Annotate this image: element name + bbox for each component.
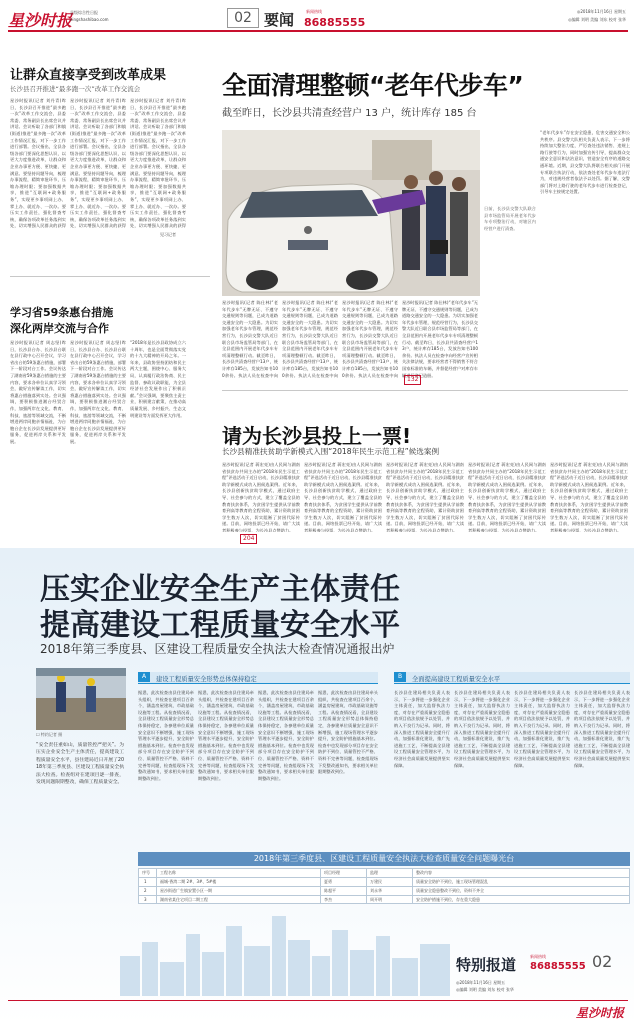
feature2-body-col5: 星沙时报讯(记者 蒋宏亮)由人民网与湖南省扶贫办共同主办的“2018年民生示范工程”评选活动于近日启动，长沙县精准扶贫助学新模式成功入围候选案例。近年来，长沙县创新扶贫助学模式，通过政府主导、社会参与的方式，建立了覆盖全县的教育扶贫体系，为贫困学生提供从学前教育到高等教育的全程资助，累计资助贫困学生数万人次，切实阻断了贫困代际传递。目前，网络投票已经开始，请广大读者积极参与投票，为长沙县点赞助力。 [550, 462, 628, 532]
table-col-divider [320, 868, 321, 904]
table-cell: 周开明 [370, 897, 382, 902]
table-cell: 3 [144, 897, 147, 902]
feature3-body-b-col3: 长沙县住建局相关负责人表示，下一步将进一步强化企业主体责任，加大监督执法力度，对存在严重质量安全隐患的项目依法依规予以处罚，并纳入不良行为记录。同时，将深入推进工程质量安全提升行动，加强标准化建设，推广先进施工工艺，不断提高全县建设工程质量安全管理水平，为经济社会高质量发展提供坚实保障。 [514, 690, 570, 768]
left-bottom-title-2: 深化两岸交流与合作 [10, 322, 109, 335]
feature1-divider [222, 390, 628, 391]
table-header-cell: 工程名称 [160, 870, 176, 875]
feature2-body-col4: 星沙时报讯(记者 蒋宏亮)由人民网与湖南省扶贫办共同主办的“2018年民生示范工程”评选活动于近日启动，长沙县精准扶贫助学新模式成功入围候选案例。近年来，长沙县创新扶贫助学模式，通过政府主导、社会参与的方式，建立了覆盖全县的教育扶贫体系，为贫困学生提供从学前教育到高等教育的全程资助，累计资助贫困学生数万人次，切实阻断了贫困代际传递。目前，网络投票已经开始，请广大读者积极参与投票，为长沙县点赞助力。 [468, 462, 546, 532]
feature1-photo [222, 130, 480, 296]
masthead-editors: ◎编辑 刘明 美编 刘东 校对 张华 [568, 17, 626, 22]
table-cell: 质量安全隐患整改不到位，资料不齐全 [416, 888, 484, 893]
feature3-section-a-title: 建设工程质量安全形势总体保持稳定 [156, 676, 257, 683]
table-cell: 安全防护措施不到位，存在重大隐患 [416, 897, 480, 902]
feature2-body-col3: 星沙时报讯(记者 蒋宏亮)由人民网与湖南省扶贫办共同主办的“2018年民生示范工程”评选活动于近日启动，长沙县精准扶贫助学新模式成功入围候选案例。近年来，长沙县创新扶贫助学模式，通过政府主导、社会参与的方式，建立了覆盖全县的教育扶贫体系，为贫困学生提供从学前教育到高等教育的全程资助，累计资助贫困学生数万人次，切实阻断了贫困代际传递。目前，网络投票已经开始，请广大读者积极参与投票，为长沙县点赞助力。 [386, 462, 464, 532]
exposure-table-title: 2018年第三季度县、区建设工程质量安全执法大检查质量安全问题曝光台 [138, 852, 630, 866]
feature1-subtitle: 截至昨日，长沙县共清查经营户 13 户，统计库存 185 台 [222, 108, 477, 119]
footer-logo: 星沙时报 [575, 1006, 624, 1020]
left-top-body-col1: 星沙时报讯(记者 刘丹青)昨日，长沙县召开推进“最多跑一次”改革工作交流会，县委常委、常务副县长出席会议并讲话。会议听取了各部门和镇(街道)推进“最多跑一次”改革工作情况汇报，对下一步工作进行部署。会议指出，全县各级各部门要深化思想认识，以更大力度推进改革，让群众和企业办事更方便、更快捷、更满意。要坚持问题导向，梳理办事流程，精简审批环节，压缩办理时限；要加强数据共享，推进“互联网+政务服务”，实现更多事项网上办、掌上办、就近办、一次办。要压实工作责任，强化督查考核，确保各项改革任务落到实处，切实增强人民群众的获得 [10, 98, 66, 229]
feature3-body-b-col4: 长沙县住建局相关负责人表示，下一步将进一步强化企业主体责任，加大监督执法力度，对存在严重质量安全隐患的项目依法依规予以处罚，并纳入不良行为记录。同时，将深入推进工程质量安全提升行动，加强标准化建设，推广先进施工工艺，不断提高全县建设工程质量安全管理水平，为经济社会高质量发展提供坚实保障。 [574, 690, 630, 768]
feature3-body-b-col1: 长沙县住建局相关负责人表示，下一步将进一步强化企业主体责任，加大监督执法力度，对存在严重质量安全隐患的项目依法依规予以处罚，并纳入不良行为记录。同时，将深入推进工程质量安全提升行动，加强标准化建设，推广先进施工工艺，不断提高全县建设工程质量安全管理水平，为经济社会高质量发展提供坚实保障。 [394, 690, 450, 768]
hotline-label: 新闻热线 [306, 9, 322, 14]
feature3-photo-caption: ☐ 特约记者 摄 [36, 732, 63, 737]
left-bottom-title-1: 学习省59条惠台措施 [10, 306, 114, 319]
table-header-cell: 序号 [142, 870, 150, 875]
city-skyline-illustration [120, 906, 450, 996]
feature1-body-col4: 星沙时报讯(记者 陈仕林)“老年代步车”无牌无证、不遵守交通规则等问题，已成为道路交通安全的一大隐患。为切实加强老年代步车管理，规范经营行为，长沙县交警大队近日联合县市场监管局等部门，在全县范围内开展老年代步车专项清理整顿行动。截至昨日，长沙县共清查经营户13户，统计库存185台，发放告知书100余份。执法人员在检查中向经营户宣传相关法律法规，要求经营者不得销售不符合国家标准的车辆，并督促经营户对库存车辆进行登记造册。 [402, 300, 478, 378]
table-col-divider [412, 868, 413, 904]
feature3-body-a-col4: 据悉，此次检查由县住建局牵头组织，共检查在建项目百余个，涵盖房屋建筑、市政基础设施等工程。从检查情况看，全县建设工程质量安全形势总体保持稳定，各参建单位质量安全意识不断增强，施工现场管理水平逐步提升，安全防护措施基本到位。检查中也发现部分项目存在安全防护不到位、质量管控不严格、资料不完善等问题，检查组现场下发整改通知书，要求相关单位限期整改到位。 [318, 690, 378, 775]
left-top-byline: 见习记者 [160, 232, 176, 237]
left-bottom-body-col1: 星沙时报讯(记者 周志坚)昨日，长沙县台办、长沙县台联在县行政中心召开会议，学习省出台的59条惠台措施，部署下一阶段对台工作。会议传达了湖南省59条惠台措施的主要内容，要求各单位认真学习领会，做好宣传解读工作，切实将惠台措施落到实处。会议强调，要积极推进湘台经贸合作，加强两岸在文化、教育、科技、旅游等领域交流，不断增进两岸同胞亲情福祉，为台胞台企在长沙县发展提供更好服务，促进两岸关系和平发展。 [10, 340, 66, 444]
table-cell: 湖南省某住宅项目二期工程 [160, 897, 208, 902]
feature1-body-col1: 星沙时报讯(记者 陈仕林)“老年代步车”无牌无证、不遵守交通规则等问题，已成为道路交通安全的一大隐患。为切实加强老年代步车管理，规范经营行为，长沙县交警大队近日联合县市场监管局等部门，在全县范围内开展老年代步车专项清理整顿行动。截至昨日，长沙县共清查经营户13户，统计库存185台，发放告知书100余份。执法人员在检查中向 [222, 300, 278, 378]
feature3-body-b-col2: 长沙县住建局相关负责人表示，下一步将进一步强化企业主体责任，加大监督执法力度，对存在严重质量安全隐患的项目依法依规予以处罚，并纳入不良行为记录。同时，将深入推进工程质量安全提升行动，加强标准化建设，推广先进施工工艺，不断提高全县建设工程质量安全管理水平，为经济社会高质量发展提供坚实保障。 [454, 690, 510, 768]
left-bottom-body-col2: 星沙时报讯(记者 周志坚)昨日，长沙县台办、长沙县台联在县行政中心召开会议，学习省出台的59条惠台措施，部署下一阶段对台工作。会议传达了湖南省59条惠台措施的主要内容，要求各单位认真学习领会，做好宣传解读工作，切实将惠台措施落到实处。会议强调，要积极推进湘台经贸合作，加强两岸在文化、教育、科技、旅游等领域交流，不断增进两岸同胞亲情福祉，为台胞台企在长沙县发展提供更好服务，促进两岸关系和平发展。 [70, 340, 126, 444]
footer-divider [8, 1000, 628, 1001]
left-top-subtitle: 长沙县召开推进“最多跑一次”改革工作交流会 [10, 85, 141, 93]
feature2-body-col2: 星沙时报讯(记者 蒋宏亮)由人民网与湖南省扶贫办共同主办的“2018年民生示范工程”评选活动于近日启动，长沙县精准扶贫助学新模式成功入围候选案例。近年来，长沙县创新扶贫助学模式，通过政府主导、社会参与的方式，建立了覆盖全县的教育扶贫体系，为贫困学生提供从学前教育到高等教育的全程资助，累计资助贫困学生数万人次，切实阻断了贫困代际传递。目前，网络投票已经开始，请广大读者积极参与投票，为长沙县点赞助力。 [304, 462, 382, 532]
footer-editors: ◎编辑 刘明 美编 刘东 校对 张华 [456, 987, 514, 992]
feature3-badge-a: A [138, 672, 150, 682]
feature3-body-a-col2: 据悉，此次检查由县住建局牵头组织，共检查在建项目百余个，涵盖房屋建筑、市政基础设施等工程。从检查情况看，全县建设工程质量安全形势总体保持稳定，各参建单位质量安全意识不断增强，施工现场管理水平逐步提升，安全防护措施基本到位。检查中也发现部分项目存在安全防护不到位、质量管控不严格、资料不完善等问题，检查组现场下发整改通知书，要求相关单位限期整改到位。 [198, 690, 254, 781]
feature1-body-col3: 星沙时报讯(记者 陈仕林)“老年代步车”无牌无证、不遵守交通规则等问题，已成为道路交通安全的一大隐患。为切实加强老年代步车管理，规范经营行为，长沙县交警大队近日联合县市场监管局等部门，在全县范围内开展老年代步车专项清理整顿行动。截至昨日，长沙县共清查经营户13户，统计库存185台，发放告知书100余份。执法人员在检查中向 [342, 300, 398, 378]
feature2-body-col1: 星沙时报讯(记者 蒋宏亮)由人民网与湖南省扶贫办共同主办的“2018年民生示范工程”评选活动于近日启动，长沙县精准扶贫助学新模式成功入围候选案例。近年来，长沙县创新扶贫助学模式，通过政府主导、社会参与的方式，建立了覆盖全县的教育扶贫体系，为贫困学生提供从学前教育到高等教育的全程资助，累计资助贫困学生数万人次，切实阻断了贫困代际传递。目前，网络投票已经开始，请广大读者积极参与投票，为长沙县点赞助力。 [222, 462, 300, 532]
middle-body-col: “2018年是长沙县政协成立六十周年，也是全面贯彻落实党的十九大精神的开局之年。一年来，县政协坚持团结和民主两大主题，围绕中心、服务大局，认真履行政治协商、民主监督、参政议政职能，为全县经济社会发展作出了积极贡献。”会议强调，要聚焦主责主业，积极建言献策，在推动高质量发展、乡村振兴、生态文明建设等方面发挥更大作用。 [130, 340, 186, 418]
feature3-lead: “安全责任重如山，质量管控严把关”。为压实企业安全生产主体责任，提高建设工程质量安全水平，县住建局近日开展了2018年第三季度县、区建设工程质量安全执法大检查。检查组对在建项目逐一排查，发现问题限期整改，确保工程质量安全。 [36, 743, 124, 786]
table-cell: 质量安全防护不到位，施工现场管理混乱 [416, 879, 488, 884]
feature2-label-204: 204 [240, 534, 257, 544]
table-cell: 陈超平 [324, 888, 336, 893]
feature1-body-col2: 星沙时报讯(记者 陈仕林)“老年代步车”无牌无证、不遵守交通规则等问题，已成为道路交通安全的一大隐患。为切实加强老年代步车管理，规范经营行为，长沙县交警大队近日联合县市场监管局等部门，在全县范围内开展老年代步车专项清理整顿行动。截至昨日，长沙县共清查经营户13户，统计库存185台，发放告知书100余份。执法人员在检查中向 [282, 300, 338, 378]
table-row-divider [138, 895, 630, 896]
footer-special-report: 特别报道 [456, 956, 517, 974]
left-top-body-col3: 星沙时报讯(记者 刘丹青)昨日，长沙县召开推进“最多跑一次”改革工作交流会，县委常委、常务副县长出席会议并讲话。会议听取了各部门和镇(街道)推进“最多跑一次”改革工作情况汇报，对下一步工作进行部署。会议指出，全县各级各部门要深化思想认识，以更大力度推进改革，让群众和企业办事更方便、更快捷、更满意。要坚持问题导向，梳理办事流程，精简审批环节，压缩办理时限；要加强数据共享，推进“互联网+政务服务”，实现更多事项网上办、掌上办、就近办、一次办。要压实工作责任，强化督查考核，确保各项改革任务落到实处，切实增强人民群众的获得 [130, 98, 186, 229]
table-row-divider [138, 877, 630, 878]
footer-hotline-label: 新闻热线 [530, 954, 546, 959]
table-col-divider [366, 868, 367, 904]
masthead-date: ◎2018年11月16日 星期五 [576, 9, 626, 14]
page-number-box: 02 [227, 8, 259, 28]
table-header-cell: 项目经理 [324, 870, 340, 875]
table-header-cell: 整改内容 [416, 870, 432, 875]
feature3-photo [36, 668, 126, 730]
masthead-logo: 星沙时报 [8, 11, 73, 30]
table-cell: 2 [144, 888, 147, 893]
footer-hotline: 86885555 [530, 961, 586, 972]
feature3-body-a-col1: 据悉，此次检查由县住建局牵头组织，共检查在建项目百余个，涵盖房屋建筑、市政基础设施等工程。从检查情况看，全县建设工程质量安全形势总体保持稳定，各参建单位质量安全意识不断增强，施工现场管理水平逐步提升，安全防护措施基本到位。检查中也发现部分项目存在安全防护不到位、质量管控不严格、资料不完善等问题，检查组现场下发整改通知书，要求相关单位限期整改到位。 [138, 690, 194, 781]
feature1-title: 全面清理整顿“老年代步车” [222, 71, 524, 100]
feature3-title-1: 压实企业安全生产主体责任 [40, 572, 400, 607]
table-cell: 万建民 [370, 879, 382, 884]
table-row-divider [138, 886, 630, 887]
left-top-body-col2: 星沙时报讯(记者 刘丹青)昨日，长沙县召开推进“最多跑一次”改革工作交流会，县委常委、常务副县长出席会议并讲话。会议听取了各部门和镇(街道)推进“最多跑一次”改革工作情况汇报，对下一步工作进行部署。会议指出，全县各级各部门要深化思想认识，以更大力度推进改革，让群众和企业办事更方便、更快捷、更满意。要坚持问题导向，梳理办事流程，精简审批环节，压缩办理时限；要加强数据共享，推进“互联网+政务服务”，实现更多事项网上办、掌上办、就近办、一次办。要压实工作责任，强化督查考核，确保各项改革任务落到实处，切实增强人民群众的获得 [70, 98, 126, 229]
table-header-cell: 监理 [370, 870, 378, 875]
section-title: 要闻 [264, 11, 295, 29]
table-cell: 李杰 [324, 897, 332, 902]
hotline-number: 86885555 [304, 16, 366, 29]
table-cell: 夏勇 [324, 879, 332, 884]
feature3-title-2: 提高建设工程质量安全水平 [40, 608, 400, 643]
masthead-divider [8, 30, 628, 32]
table-col-divider [156, 868, 157, 904]
feature2-subtitle: 长沙县精准扶贫助学新模式入围“2018年民生示范工程”候选案例 [222, 447, 440, 456]
table-cell: 1 [144, 879, 147, 884]
table-cell: 星沙街道广生镇安置小区一期 [160, 888, 212, 893]
footer-page-number: 02 [592, 952, 613, 971]
table-cell: 刘永华 [370, 888, 382, 893]
masthead-url: xingshashibao.com [70, 17, 109, 22]
feature3-body-a-col3: 据悉，此次检查由县住建局牵头组织，共检查在建项目百余个，涵盖房屋建筑、市政基础设施等工程。从检查情况看，全县建设工程质量安全形势总体保持稳定，各参建单位质量安全意识不断增强，施工现场管理水平逐步提升，安全防护措施基本到位。检查中也发现部分项目存在安全防护不到位、质量管控不严格、资料不完善等问题，检查组现场下发整改通知书，要求相关单位限期整改到位。 [258, 690, 314, 781]
feature1-label-132: 132 [404, 375, 421, 385]
feature1-body-right: “老年代步车”存在安全隐患，危害交通安全和公共秩序。县交警大队相关负责人表示，下一步将持续加大整治力度，严厉查处违法销售、违规上路行驶等行为，同时加强宣传引导，提高群众交通安全意识和法治意识，营造安全有序的道路交通环境。近期，县交警大队将联合相关部门开展专项联合执法行动，依法查处老年代步车违法行为，对违规经营者依法予以处罚。据了解，交警部门将对上路行驶的老年代步车进行检查登记，引导车主按规定处置。 [540, 130, 630, 195]
feature3-subtitle: 2018年第三季度县、区建设工程质量安全执法大检查情况通报出炉 [40, 642, 395, 656]
feature3-section-b-title: 全面提高建设工程质量安全水平 [412, 676, 501, 683]
table-cell: 福城·香湾二期 2#、3#、5#楼 [160, 879, 217, 884]
left-top-title: 让群众直接享受到改革成果 [10, 68, 167, 83]
feature1-photo-caption: 日前，长沙县交警大队联合县市场监管局开展老年代步车专项整治行动，对辖区内经营户进行清查。 [484, 206, 536, 231]
left-divider [10, 276, 210, 277]
feature2-title: 请为长沙县投上一票! [222, 424, 412, 448]
footer-date: ◎2018年11月16日 星期五 [456, 980, 506, 985]
masthead-tagline: 县级综合性日报 [70, 10, 98, 15]
feature3-badge-b: B [394, 672, 406, 682]
